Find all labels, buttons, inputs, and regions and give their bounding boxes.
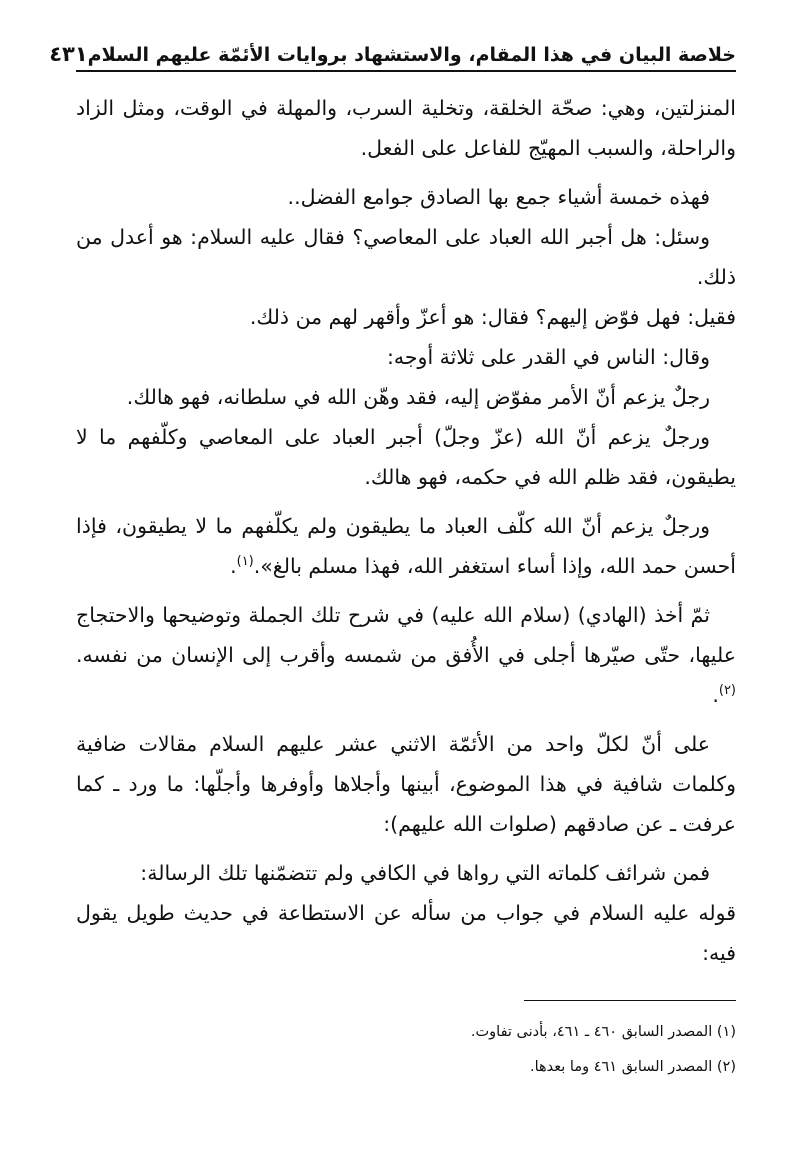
footnote-marker-2: (٢) <box>718 683 736 699</box>
running-title: خلاصة البيان في هذا المقام، والاستشهاد بروايات الأئمّة عليهم السلام <box>87 44 736 66</box>
paragraph-12: قوله عليه السلام في جواب من سأله عن الاستطاعة في حديث طويل يقول فيه: <box>76 901 736 965</box>
page-header <box>49 34 736 66</box>
paragraph-8: ورجلٌ يزعم أنّ الله كلّف العباد ما يطيقون ولم يكلّفهم ما لا يطيقون، فإذا أحسن حمد الله، وإذا أساء استغفر الله، فهذا مسلم بالغ».$^{(١)}$. <box>76 514 736 578</box>
paragraph-4: فقيل: فهل فوّض إليهم؟ فقال: هو أعزّ وأقهر لهم من ذلك. <box>249 305 736 329</box>
footnote-2: (٢) المصدر السابق ٤٦١ وما بعدها. <box>529 1059 736 1075</box>
paragraph-1: المنزلتين، وهي: صحّة الخلقة، وتخلية السرب، والمهلة في الوقت، ومثل الزاد والراحلة، والسبب المهيّج للفاعل على الفعل. <box>76 96 736 160</box>
page-number: ٤٣١ <box>49 42 88 66</box>
footnote-rule <box>524 1000 736 1001</box>
paragraph-10: على أنّ لكلّ واحد من الأئمّة الاثني عشر عليهم السلام مقالات ضافية وكلمات شافية في هذا الموضوع، أبينها وأجلاها وأوفرها وأجلّها: ما ورد ـ كما عرفت ـ عن صادقهم (صلوات الله عليهم): <box>76 732 736 836</box>
paragraph-3: وسئل: هل أجبر الله العباد على المعاصي؟ فقال عليه السلام: هو أعدل من ذلك. <box>76 225 736 289</box>
header-rule <box>76 70 736 72</box>
footnotes <box>76 1015 736 1085</box>
paragraph-7: ورجلٌ يزعم أنّ الله (عزّ وجلّ) أجبر العباد على المعاصي وكلّفهم ما لا يطيقون، فقد ظلم الله في حكمه، فهو هالك. <box>76 425 736 489</box>
paragraph-11: فمن شرائف كلماته التي رواها في الكافي ولم تتضمّنها تلك الرسالة: <box>140 861 710 885</box>
paragraph-9: ثمّ أخذ (الهادي) (سلام الله عليه) في شرح تلك الجملة وتوضيحها والاحتجاج عليها، حتّى صيّرها أجلى في الأُفق من شمسه وأقرب إلى الإنسان من نفسه.$^{(٢)}$. <box>76 603 736 707</box>
paragraph-2: فهذه خمسة أشياء جمع بها الصادق جوامع الفضل.. <box>287 185 710 209</box>
body-text <box>76 88 736 973</box>
paragraph-6: رجلٌ يزعم أنّ الأمر مفوّض إليه، فقد وهّن الله في سلطانه، فهو هالك. <box>126 385 710 409</box>
footnote-marker-1: (١) <box>236 554 254 570</box>
footnote-1: (١) المصدر السابق ٤٦٠ ـ ٤٦١، بأدنى تفاوت. <box>470 1024 736 1040</box>
paragraph-5: وقال: الناس في القدر على ثلاثة أوجه: <box>386 345 710 369</box>
